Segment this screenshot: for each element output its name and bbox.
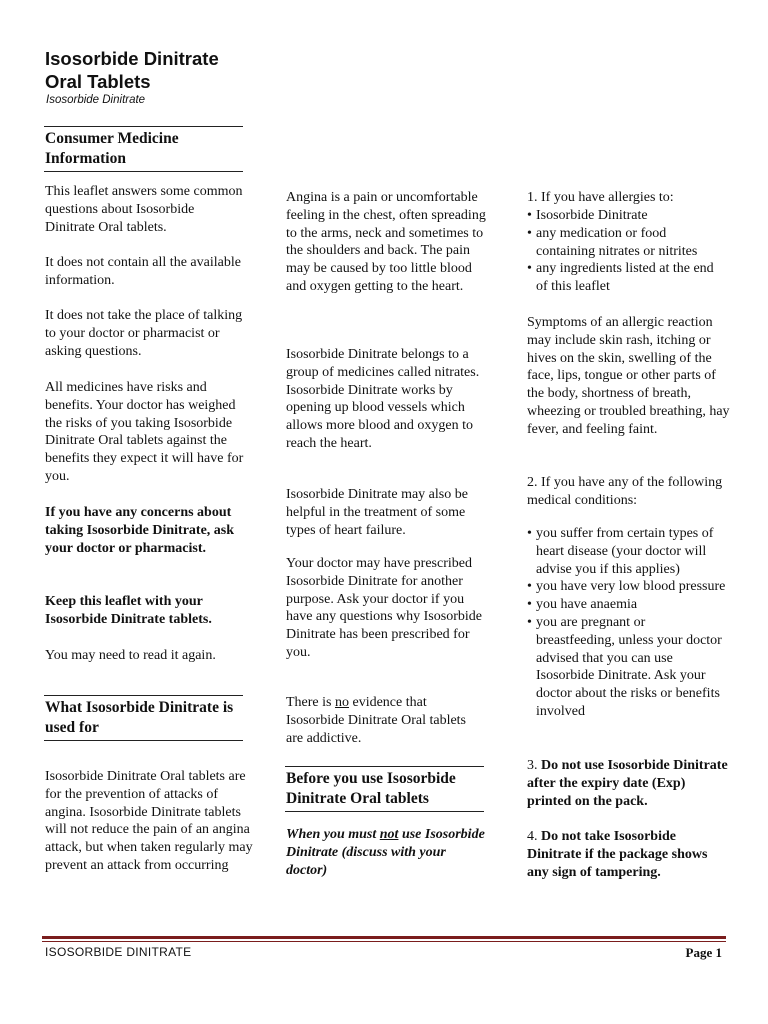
- document-subtitle: Isosorbide Dinitrate: [46, 94, 146, 106]
- expiry-warning-text: Do not use Isosorbide Dinitrate after the expiry date (Exp) printed on the pack.: [527, 758, 728, 809]
- document-title: [45, 47, 275, 93]
- item-number: 3.: [527, 758, 541, 773]
- section-heading-used-for: What Isosorbide Dinitrate is used for: [44, 695, 243, 741]
- footer-rule-thick: [42, 936, 726, 939]
- allergy-list-item: • any medication or food containing nitrates or nitrites: [527, 225, 717, 261]
- intro-paragraph: This leaflet answers some common questions about Isosorbide Dinitrate Oral tablets.: [45, 184, 243, 235]
- paragraph: All medicines have risks and benefits. Your doctor has weighed the risks of you taking Isosorbide Dinitrate Oral tablets against the benefits they expect it will have for you.: [45, 380, 244, 484]
- tampering-warning-text: Do not take Isosorbide Dinitrate if the package shows any sign of tampering.: [527, 829, 708, 880]
- allergy-list-item: • any ingredients listed at the end of this leaflet: [527, 260, 717, 296]
- paragraph: Isosorbide Dinitrate may also be helpful in the treatment of some types of heart failure.: [286, 487, 468, 538]
- text-run: There is: [286, 695, 335, 710]
- allergy-list-item: • Isosorbide Dinitrate: [527, 207, 717, 225]
- condition-list-item: • you are pregnant or breastfeeding, unless your doctor advised that you can use Isosorbide Dinitrate. Ask your doctor about the risks or benefits involved: [527, 614, 727, 721]
- footer-rule-thin: [42, 941, 726, 942]
- paragraph: Your doctor may have prescribed Isosorbide Dinitrate for another purpose. Ask your doctor if you have any questions why Isosorbide Dinitrate has been prescribed for you.: [286, 556, 482, 660]
- condition-list-item: • you suffer from certain types of heart disease (your doctor will advise you if this applies): [527, 525, 727, 578]
- keep-leaflet-paragraph: Keep this leaflet with your Isosorbide Dinitrate tablets.: [45, 594, 212, 627]
- section-heading-consumer-info: Consumer Medicine Information: [44, 126, 243, 172]
- condition-list-item: • you have very low blood pressure: [527, 578, 727, 596]
- underlined-word: not: [379, 827, 399, 842]
- expiry-warning: [527, 757, 732, 810]
- text-run: evidence that Isosorbide Dinitrate Oral tablets are addictive.: [286, 695, 467, 746]
- title-line-1: Isosorbide Dinitrate: [45, 48, 219, 69]
- page-number: Page 1: [685, 945, 722, 960]
- conditions-list: [527, 525, 727, 721]
- item-number: 4.: [527, 829, 541, 844]
- section-heading-before-use: Before you use Isosorbide Dinitrate Oral tablets: [285, 766, 484, 812]
- no-evidence-paragraph: [286, 694, 486, 747]
- subheading-when-not-use: [286, 826, 486, 879]
- tampering-warning: [527, 828, 732, 881]
- paragraph: You may need to read it again.: [45, 648, 216, 663]
- paragraph: Angina is a pain or uncomfortable feeling in the chest, often spreading to the arms, neck and sometimes to the shoulders and back. The pain may be caused by too little blood and oxygen getting to the heart.: [286, 190, 486, 294]
- paragraph: It does not take the place of talking to your doctor or pharmacist or asking questions.: [45, 308, 243, 359]
- text-run: When you must: [286, 827, 380, 842]
- condition-list-item: • you have anaemia: [527, 596, 727, 614]
- allergies-intro: 1. If you have allergies to:: [527, 190, 674, 205]
- text-run: use Isosorbide Dinitrate (discuss with your doctor): [286, 827, 485, 878]
- underlined-word: no: [334, 695, 349, 710]
- title-line-2: Oral Tablets: [45, 71, 151, 92]
- allergy-list: [527, 207, 717, 296]
- paragraph: Isosorbide Dinitrate belongs to a group of medicines called nitrates. Isosorbide Dinitrate works by opening up blood vessels which allows more blood and oxygen to reach the heart.: [286, 347, 480, 451]
- paragraph: Isosorbide Dinitrate Oral tablets are for the prevention of attacks of angina. Isosorbide Dinitrate tablets will not reduce the pain of an angina attack, but when taken regularly may prevent an attack from occurring: [45, 769, 253, 873]
- footer-document-name: ISOSORBIDE DINITRATE: [45, 945, 192, 959]
- conditions-intro: 2. If you have any of the following medical conditions:: [527, 475, 723, 508]
- concerns-paragraph: If you have any concerns about taking Isosorbide Dinitrate, ask your doctor or pharmacist.: [45, 505, 235, 556]
- paragraph: It does not contain all the available information.: [45, 255, 241, 288]
- symptoms-paragraph: Symptoms of an allergic reaction may include skin rash, itching or hives on the skin, swelling of the face, lips, tongue or other parts of the body, shortness of breath, wheezing or troubled breathing, hay fever, and feeling faint.: [527, 315, 730, 437]
